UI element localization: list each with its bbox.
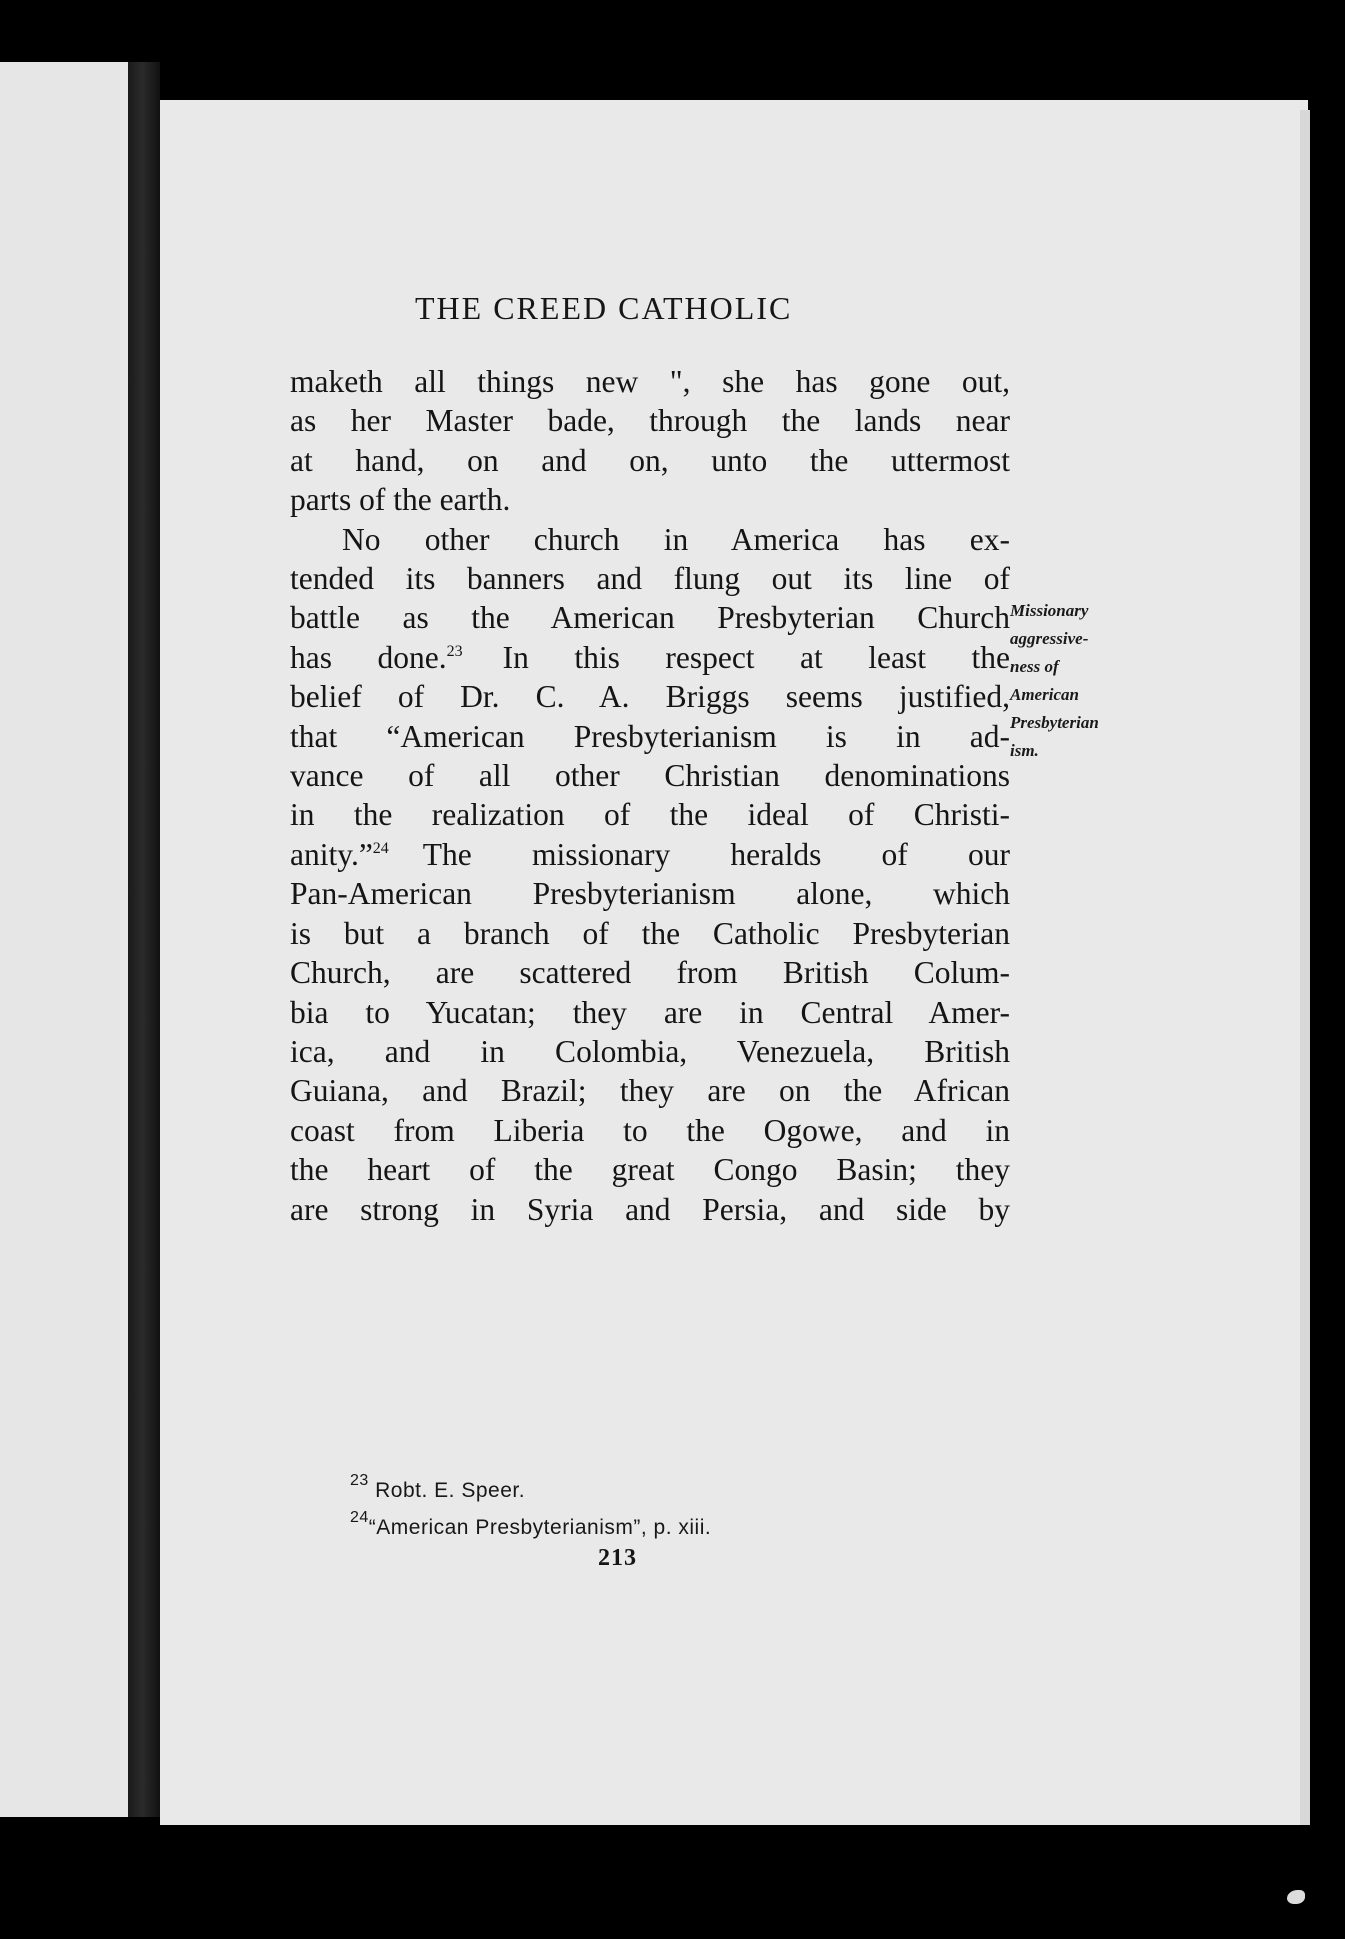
text-fragment: The missionary heralds of our [422, 836, 1010, 872]
margin-note-line: aggressive- [1010, 629, 1089, 648]
text-line: Pan-American Presbyterianism alone, which [290, 876, 1010, 912]
text-line: parts of the earth. [290, 482, 511, 518]
text-fragment: In this respect at least the [502, 639, 1010, 675]
text-fragment: has done. [290, 639, 447, 675]
footnote-text: “American Presbyterianism”, p. xiii. [368, 1516, 712, 1539]
footnotes [350, 1472, 711, 1546]
margin-note-line: Missionary [1010, 601, 1089, 620]
text-line: vance of all other Christian denominations [290, 758, 1010, 794]
text-line: tended its banners and flung out its line of [290, 561, 1010, 597]
text-line: Guiana, and Brazil; they are on the African [290, 1073, 1010, 1109]
running-head: THE CREED CATHOLIC [415, 290, 793, 326]
margin-note [1010, 597, 1180, 765]
text-line-with-note [290, 835, 1010, 874]
text-line: are strong in Syria and Persia, and side by [290, 1191, 1010, 1227]
text-line: at hand, on and on, unto the uttermost [290, 442, 1010, 478]
text-line: Church, are scattered from British Colum- [290, 955, 1010, 991]
body-text [290, 362, 1010, 1229]
text-line: the heart of the great Congo Basin; they [290, 1152, 1010, 1188]
text-line: bia to Yucatan; they are in Central Amer- [290, 994, 1010, 1030]
margin-note-line: American [1010, 685, 1079, 704]
footnote [350, 1509, 711, 1546]
text-line: battle as the American Presbyterian Church [290, 600, 1010, 636]
margin-note-line: ism. [1010, 741, 1039, 760]
footnote [350, 1472, 711, 1509]
margin-note-line: Presbyterian [1010, 713, 1099, 732]
text-line: as her Master bade, through the lands near [290, 403, 1010, 439]
footnote-reference: 23 [446, 642, 463, 660]
facing-page-edge [0, 62, 128, 1817]
text-line: belief of Dr. C. A. Briggs seems justified, [290, 679, 1010, 715]
scan-artifact [1287, 1890, 1305, 1904]
text-fragment: anity.” [290, 836, 373, 872]
footnote-marker: 23 [350, 1472, 369, 1489]
page-edge-shadow [1300, 110, 1310, 1825]
text-line-with-note [290, 638, 1010, 677]
text-line: No other church in America has ex- [342, 521, 1010, 557]
footnote-reference: 24 [372, 839, 389, 857]
footnote-marker: 24 [350, 1509, 369, 1526]
text-line: that “American Presbyterianism is in ad- [290, 718, 1010, 754]
text-line: coast from Liberia to the Ogowe, and in [290, 1112, 1010, 1148]
margin-note-line: ness of [1010, 657, 1059, 676]
text-line: ica, and in Colombia, Venezuela, British [290, 1033, 1010, 1069]
page-number: 213 [598, 1545, 637, 1571]
text-line: maketh all things new ", she has gone out, [290, 364, 1010, 399]
text-line: is but a branch of the Catholic Presbyterian [290, 915, 1010, 951]
book-gutter [128, 62, 160, 1817]
text-line: in the realization of the ideal of Christi- [290, 797, 1010, 833]
footnote-text: Robt. E. Speer. [368, 1479, 526, 1502]
